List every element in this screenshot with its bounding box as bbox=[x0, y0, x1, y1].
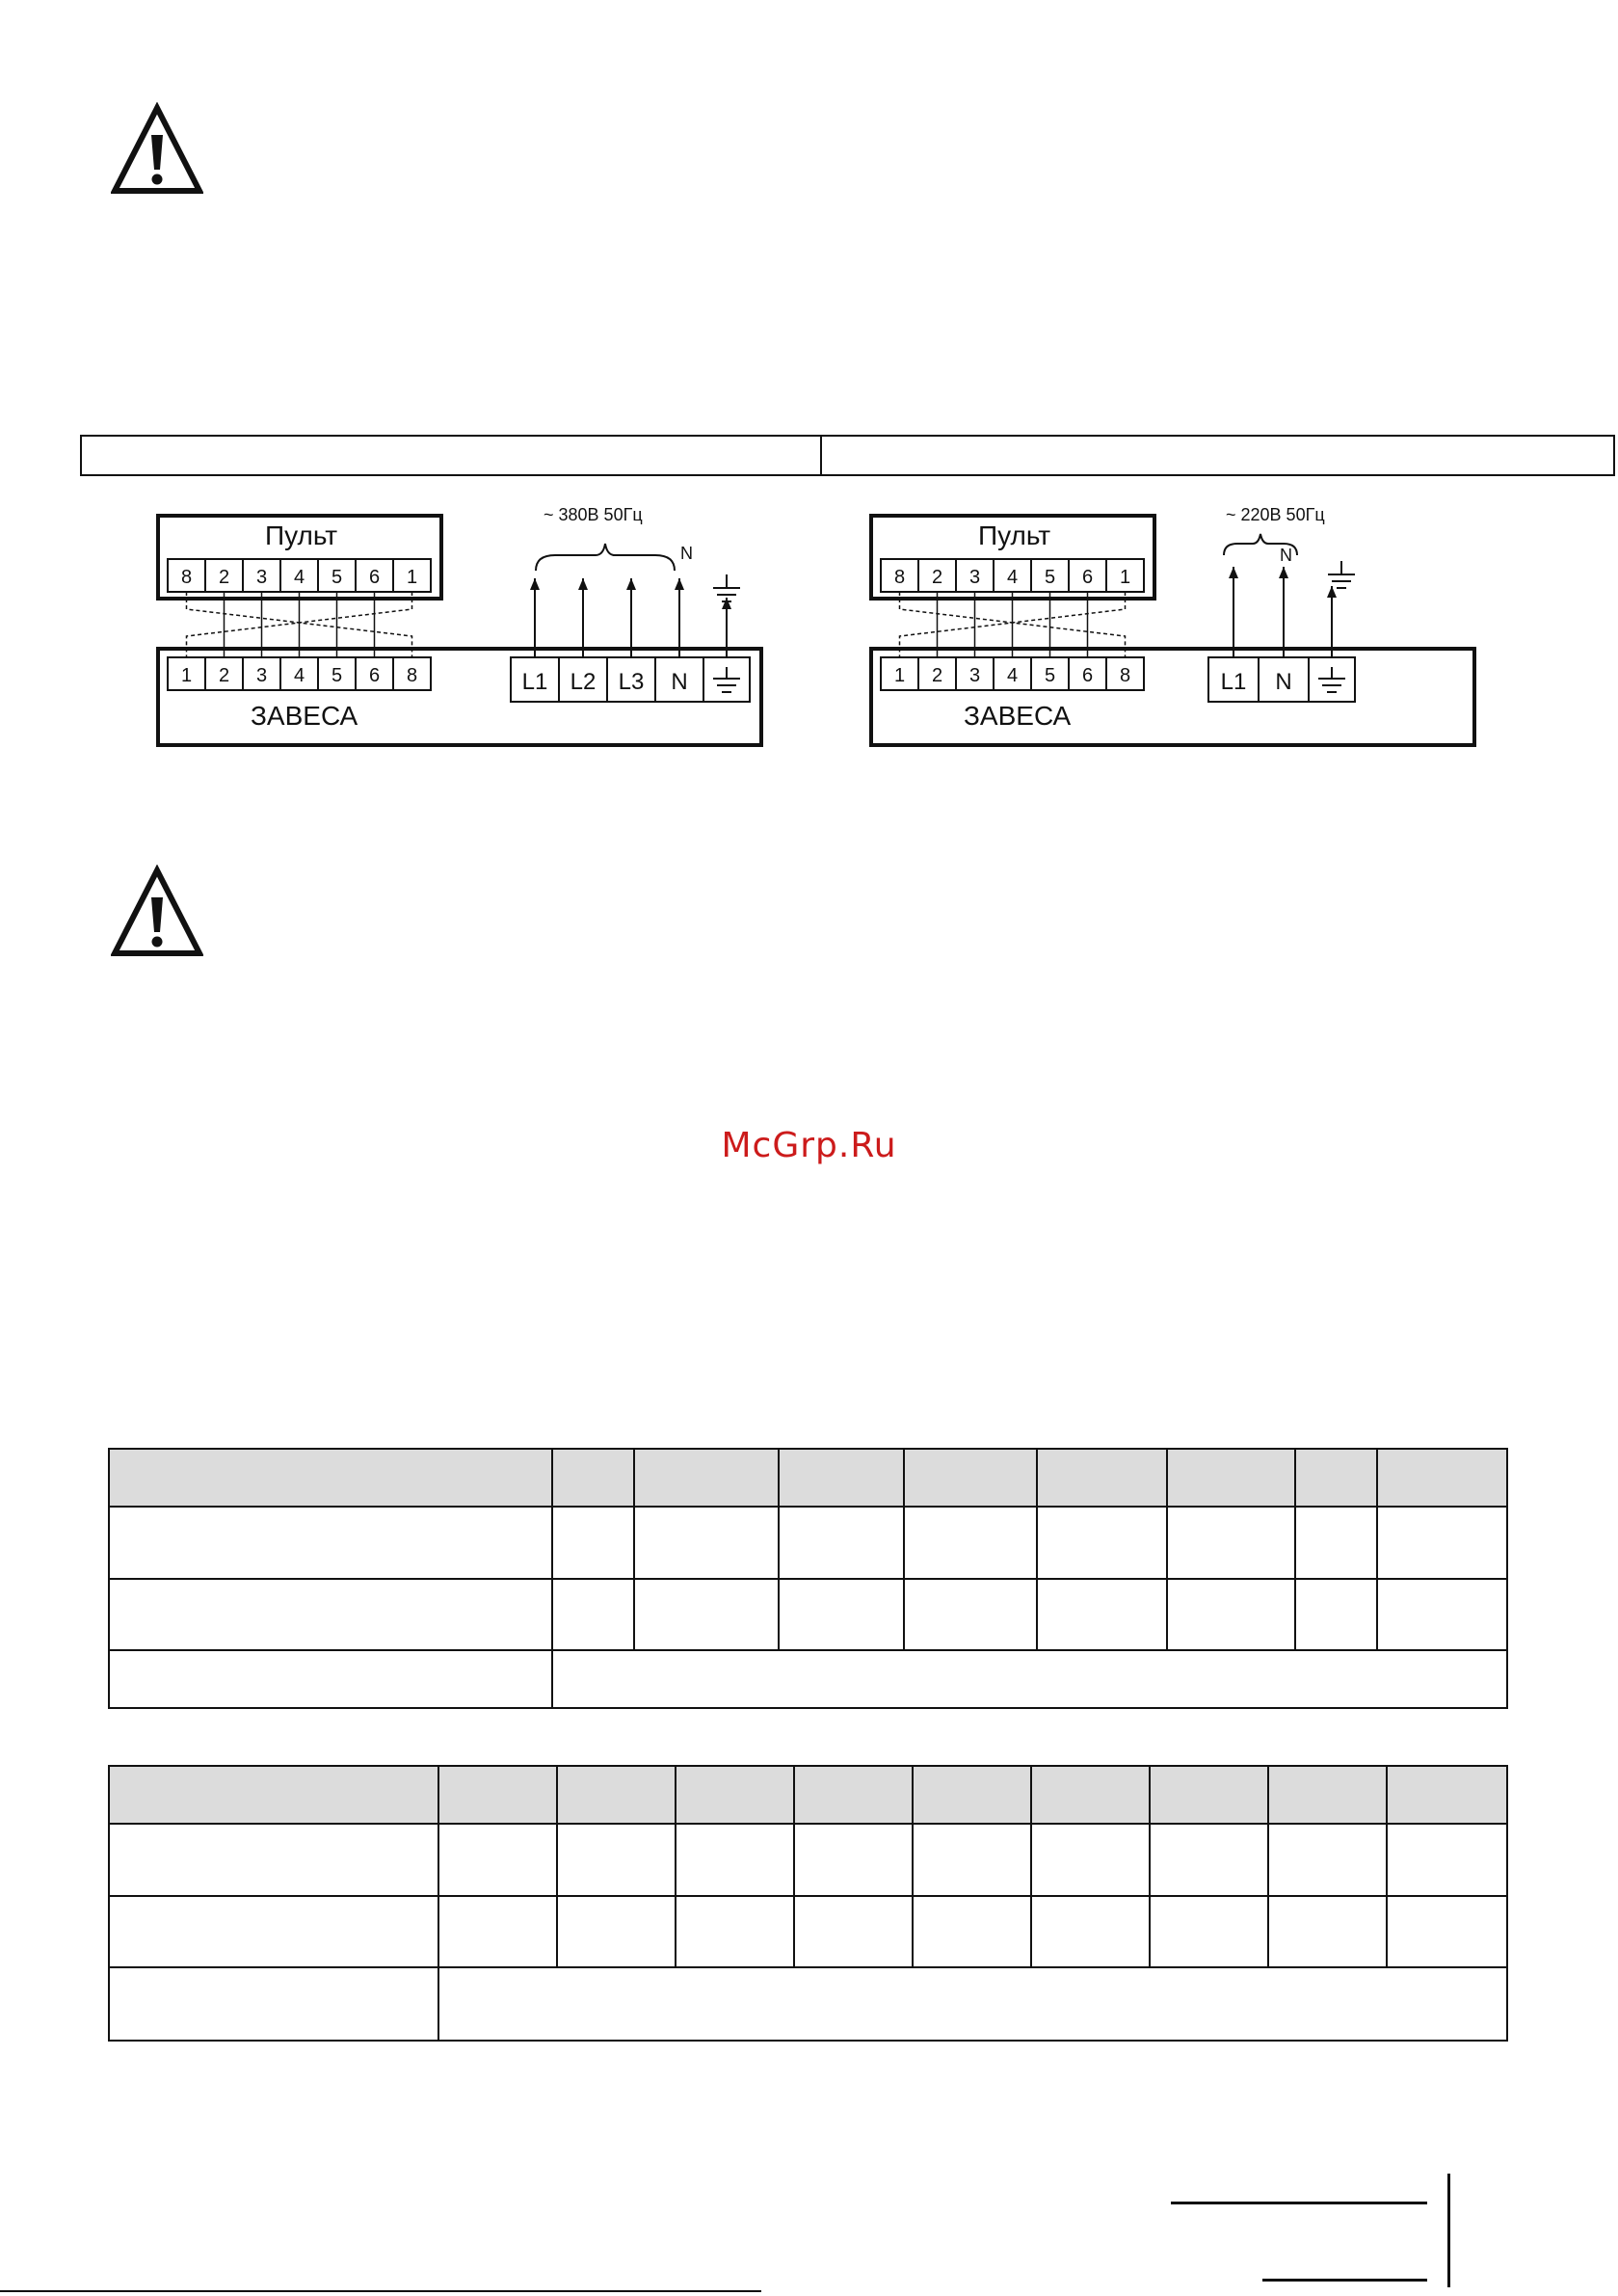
power-terminal: L2 bbox=[570, 669, 597, 695]
curtain-terminal: 4 bbox=[293, 665, 305, 686]
power-terminal: L1 bbox=[521, 669, 548, 695]
watermark: McGrp.Ru bbox=[721, 1126, 897, 1165]
footer-rule-2 bbox=[1262, 2279, 1427, 2282]
remote-terminal: 4 bbox=[293, 567, 305, 588]
curtain-terminal: 3 bbox=[255, 665, 268, 686]
curtain-terminal: 5 bbox=[331, 665, 343, 686]
bottom-rule bbox=[0, 2290, 761, 2292]
remote-terminal: 2 bbox=[931, 567, 943, 588]
remote-terminal: 5 bbox=[331, 567, 343, 588]
curtain-terminal: 6 bbox=[368, 665, 381, 686]
curtain-label: ЗАВЕСА bbox=[964, 701, 1072, 731]
remote-terminal: 6 bbox=[368, 567, 381, 588]
neutral-label: N bbox=[1280, 546, 1292, 565]
remote-terminal: 1 bbox=[406, 567, 418, 588]
wiring-diagram-220v bbox=[848, 501, 1503, 761]
curtain-terminal: 4 bbox=[1006, 665, 1019, 686]
remote-label: Пульт bbox=[978, 521, 1051, 550]
warning-triangle-icon bbox=[111, 102, 203, 195]
wiring-diagram-380v bbox=[135, 501, 790, 761]
diagram-right-header-cell bbox=[820, 435, 1615, 476]
curtain-terminal: 8 bbox=[406, 665, 418, 686]
warning-triangle-icon bbox=[111, 865, 203, 957]
curtain-terminal: 1 bbox=[893, 665, 906, 686]
remote-terminal: 8 bbox=[180, 567, 193, 588]
curtain-terminal: 1 bbox=[180, 665, 193, 686]
supply-label: ~ 380В 50Гц bbox=[544, 505, 643, 524]
remote-terminal: 1 bbox=[1119, 567, 1131, 588]
curtain-label: ЗАВЕСА bbox=[251, 701, 358, 731]
curtain-box bbox=[158, 649, 761, 745]
curtain-terminal: 2 bbox=[931, 665, 943, 686]
power-terminal: L3 bbox=[618, 669, 645, 695]
diagram-left-header-cell bbox=[80, 435, 822, 476]
remote-terminal: 4 bbox=[1006, 567, 1019, 588]
neutral-label: N bbox=[680, 544, 693, 563]
curtain-terminal: 6 bbox=[1081, 665, 1094, 686]
spec-table-1 bbox=[108, 1448, 1508, 1709]
remote-terminal: 5 bbox=[1044, 567, 1056, 588]
power-terminal: N bbox=[1275, 669, 1292, 695]
curtain-terminal: 2 bbox=[218, 665, 230, 686]
curtain-terminal: 3 bbox=[968, 665, 981, 686]
supply-label: ~ 220В 50Гц bbox=[1226, 505, 1325, 524]
curtain-terminal: 8 bbox=[1119, 665, 1131, 686]
remote-terminal: 6 bbox=[1081, 567, 1094, 588]
footer-rule-1 bbox=[1171, 2202, 1427, 2204]
remote-terminal: 3 bbox=[968, 567, 981, 588]
remote-terminal: 3 bbox=[255, 567, 268, 588]
remote-terminal: 2 bbox=[218, 567, 230, 588]
power-terminal: L1 bbox=[1220, 669, 1247, 695]
curtain-terminal: 5 bbox=[1044, 665, 1056, 686]
footer-vertical-rule bbox=[1447, 2174, 1450, 2287]
remote-label: Пульт bbox=[265, 521, 338, 550]
remote-terminal: 8 bbox=[893, 567, 906, 588]
spec-table-2 bbox=[108, 1765, 1508, 2042]
power-terminal: N bbox=[671, 669, 688, 695]
curtain-box bbox=[871, 649, 1474, 745]
